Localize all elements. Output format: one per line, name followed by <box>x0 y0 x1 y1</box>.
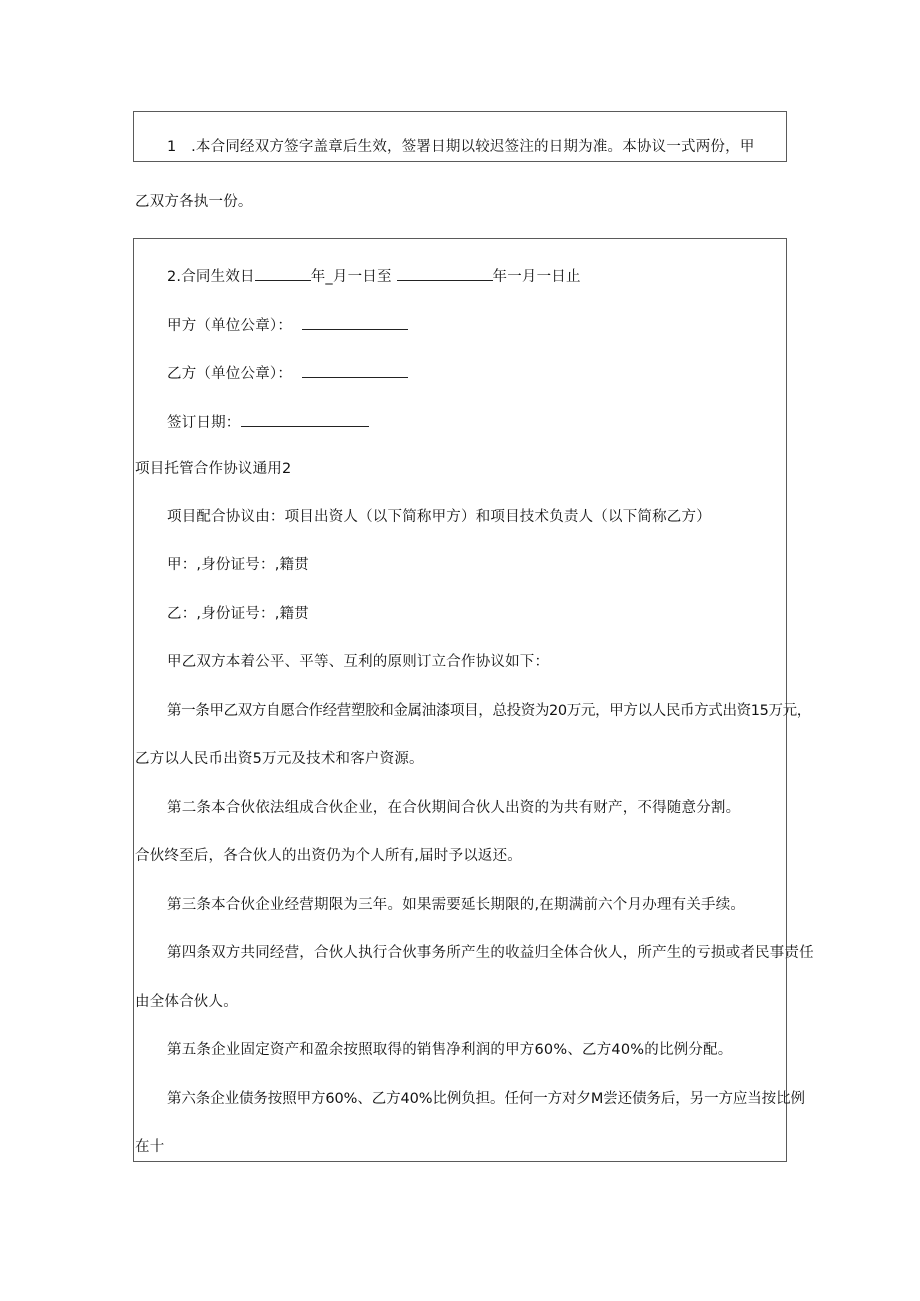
party-a-id: 甲：,身份证号：,籍贯 <box>167 557 309 573</box>
party-a-seal-label: 甲方（单位公章）： <box>167 318 293 334</box>
sign-date-label: 签订日期： <box>167 415 241 431</box>
party-a-seal <box>167 315 408 335</box>
article2-line1: 第二条本合伙依法组成合伙企业，在合伙期间合伙人出资的为共有财产，不得随意分割。 <box>167 800 741 816</box>
party-b-seal <box>167 363 408 383</box>
clause2-suffix: 年一月一日止 <box>492 269 581 285</box>
party-a-seal-blank <box>302 315 408 330</box>
article5: 第五条企业固定资产和盈余按照取得的销售净利润的甲方60%、乙方40%的比例分配。 <box>167 1042 733 1058</box>
article6-line1: 第六条企业债务按照甲方60%、乙方40%比例负担。任何一方对夕M尝还债务后，另一方应当按比例 <box>167 1091 805 1107</box>
end-year-blank <box>397 266 493 281</box>
article1-line2: 乙方以人民币出资5万元及技术和客户资源。 <box>135 751 424 767</box>
clause2-effective-date <box>167 266 581 286</box>
article4-line1: 第四条双方共同经营，合伙人执行合伙事务所产生的收益归全体合伙人，所产生的亏损或者民事责任 <box>167 945 814 961</box>
section-title: 项目托管合作协议通用2 <box>135 461 292 477</box>
clause1-line1: 1 .本合同经双方签字盖章后生效，签署日期以较迟签注的日期为准。本协议一式两份，甲 <box>167 139 755 155</box>
party-b-seal-label: 乙方（单位公章）： <box>167 366 293 382</box>
party-b-seal-blank <box>302 363 408 378</box>
clause2-mid: 年_月一日至 <box>310 269 392 285</box>
intro-paragraph: 项目配合协议由：项目出资人（以下简称甲方）和项目技术负责人（以下简称乙方） <box>167 509 711 525</box>
clause2-prefix: 2.合同生效日 <box>167 269 255 285</box>
sign-date-blank <box>241 412 369 427</box>
clause1-line2: 乙双方各执一份。 <box>135 194 253 210</box>
party-b-id: 乙：,身份证号：,籍贯 <box>167 606 309 622</box>
principle-paragraph: 甲乙双方本着公平、平等、互利的原则订立合作协议如下： <box>167 654 550 670</box>
year-blank <box>255 266 311 281</box>
article3: 第三条本合伙企业经营期限为三年。如果需要延长期限的,在期满前六个月办理有关手续。 <box>167 897 746 913</box>
sign-date <box>167 412 369 432</box>
article6-line2: 在十 <box>135 1139 165 1155</box>
article2-line2: 合伙终至后，各合伙人的出资仍为个人所有,届时予以返还。 <box>135 848 523 864</box>
article4-line2: 由全体合伙人。 <box>135 994 238 1010</box>
article1-line1: 第一条甲乙双方自愿合作经营塑胶和金属油漆项目，总投资为20万元，甲方以人民币方式出资15万元， <box>167 703 811 719</box>
